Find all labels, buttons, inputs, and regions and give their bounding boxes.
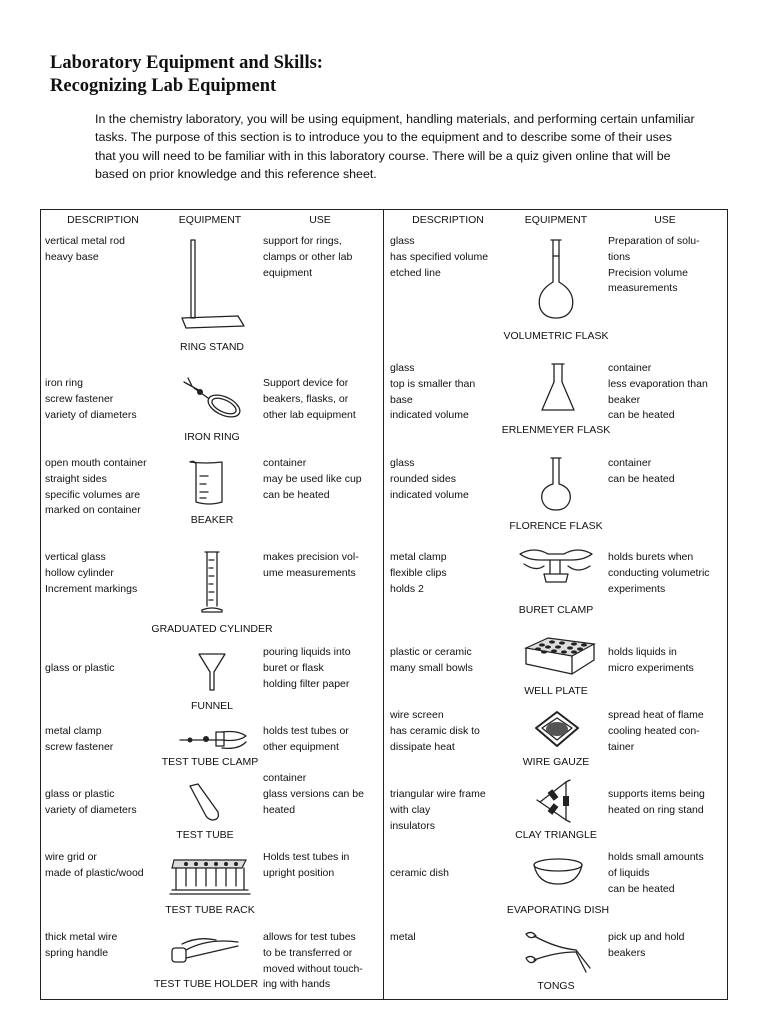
left-row-3-use: container may be used like cup can be heated	[263, 457, 362, 501]
right-row-8-use: holds small amounts of liquids can be heated	[608, 851, 704, 895]
column-divider	[383, 209, 384, 1000]
beaker-icon	[186, 458, 232, 508]
right-row-9-name: TONGS	[537, 980, 575, 992]
left-row-4-description: vertical glass hollow cylinder Increment markings	[45, 551, 138, 595]
right-row-7-description: triangular wire frame with clay insulators	[390, 788, 486, 832]
left-row-4-name: GRADUATED CYLINDER	[151, 623, 273, 635]
volumetric-flask-icon	[534, 236, 578, 322]
left-row-6-use: holds test tubes or other equipment	[263, 725, 349, 753]
header-equipment-left: EQUIPMENT	[178, 214, 242, 226]
right-row-4-name: BURET CLAMP	[518, 604, 594, 616]
right-row-1-name: VOLUMETRIC FLASK	[503, 330, 609, 342]
right-row-3-use: container can be heated	[608, 457, 675, 485]
header-equipment-right: EQUIPMENT	[524, 214, 588, 226]
right-row-2-description: glass top is smaller than base indicated volume	[390, 362, 476, 422]
left-row-3-name: BEAKER	[190, 514, 234, 526]
wire-gauze-icon	[534, 710, 580, 750]
ring-stand-icon	[178, 236, 248, 332]
left-row-1-description: vertical metal rod heavy base	[45, 235, 125, 263]
right-row-5-use: holds liquids in micro experiments	[608, 646, 694, 674]
right-row-8-description: ceramic dish	[390, 867, 449, 879]
clay-triangle-icon	[536, 778, 576, 824]
left-row-6-name: TEST TUBE CLAMP	[161, 756, 259, 768]
test-tube-clamp-icon	[176, 726, 252, 752]
left-row-7-name: TEST TUBE	[176, 829, 234, 841]
left-row-4-use: makes precision vol- ume measurements	[263, 551, 359, 579]
test-tube-icon	[186, 782, 226, 824]
left-row-2-description: iron ring screw fastener variety of diameters	[45, 377, 137, 421]
left-row-9-use: allows for test tubes to be transferred or moved without touch- ing with hands	[263, 931, 363, 991]
left-row-5-name: FUNNEL	[190, 700, 234, 712]
left-row-5-description: glass or plastic	[45, 662, 115, 674]
right-row-2-use: container less evaporation than beaker can be heated	[608, 362, 708, 422]
right-row-1-use: Preparation of solu- tions Precision volume measurements	[608, 235, 700, 295]
left-row-9-description: thick metal wire spring handle	[45, 931, 118, 959]
left-row-8-name: TEST TUBE RACK	[165, 904, 255, 916]
right-row-5-description: plastic or ceramic many small bowls	[390, 646, 473, 674]
left-row-8-description: wire grid or made of plastic/wood	[45, 851, 144, 879]
left-row-8-use: Holds test tubes in upright position	[263, 851, 350, 879]
florence-flask-icon	[536, 454, 576, 514]
right-row-5-name: WELL PLATE	[524, 685, 588, 697]
right-row-9-description: metal	[390, 931, 416, 943]
title-line-1: Laboratory Equipment and Skills:	[50, 53, 323, 73]
header-description-left: DESCRIPTION	[67, 214, 139, 226]
right-row-6-description: wire screen has ceramic disk to dissipate heat	[390, 709, 480, 753]
right-row-4-description: metal clamp flexible clips holds 2	[390, 551, 447, 595]
right-row-7-name: CLAY TRIANGLE	[515, 829, 597, 841]
right-row-9-use: pick up and hold beakers	[608, 931, 685, 959]
right-row-6-use: spread heat of flame cooling heated con- tainer	[608, 709, 704, 753]
graduated-cylinder-icon	[198, 548, 226, 614]
right-row-3-description: glass rounded sides indicated volume	[390, 457, 469, 501]
left-row-7-use: container glass versions can be heated	[263, 772, 364, 816]
buret-clamp-icon	[514, 544, 598, 588]
right-row-2-name: ERLENMEYER FLASK	[501, 424, 611, 436]
right-row-3-name: FLORENCE FLASK	[509, 520, 603, 532]
erlenmeyer-flask-icon	[538, 360, 578, 416]
left-row-7-description: glass or plastic variety of diameters	[45, 788, 137, 816]
left-row-5-use: pouring liquids into buret or flask holding filter paper	[263, 646, 351, 690]
iron-ring-icon	[180, 374, 250, 424]
right-row-4-use: holds burets when conducting volumetric experiments	[608, 551, 710, 595]
left-row-6-description: metal clamp screw fastener	[45, 725, 114, 753]
title-line-2: Recognizing Lab Equipment	[50, 76, 277, 96]
left-row-9-name: TEST TUBE HOLDER	[153, 978, 259, 990]
header-description-right: DESCRIPTION	[412, 214, 484, 226]
page-title	[50, 52, 323, 98]
tongs-icon	[522, 928, 594, 976]
right-row-6-name: WIRE GAUZE	[522, 756, 590, 768]
test-tube-holder-icon	[168, 934, 244, 968]
left-row-1-use: support for rings, clamps or other lab equipment	[263, 235, 353, 279]
right-row-8-name: EVAPORATING DISH	[506, 904, 610, 916]
left-row-1-name: RING STAND	[180, 341, 244, 353]
test-tube-rack-icon	[168, 854, 252, 898]
left-row-3-description: open mouth container straight sides specific volumes are marked on container	[45, 457, 147, 517]
header-use-right: USE	[654, 214, 676, 226]
funnel-icon	[196, 650, 228, 694]
left-row-2-use: Support device for beakers, flasks, or other lab equipment	[263, 377, 356, 421]
intro-paragraph: In the chemistry laboratory, you will be using equipment, handling materials, and performing certain unfamiliar tasks. The purpose of this section is to introduce you to the equipment and to describe some of their uses that you will need to be familiar with in this laboratory course. There will be a quiz given online that will be based on prior knowledge and this reference sheet.	[95, 112, 695, 182]
evaporating-dish-icon	[530, 856, 586, 890]
left-row-2-name: IRON RING	[184, 431, 240, 443]
right-row-1-description: glass has specified volume etched line	[390, 235, 489, 279]
well-plate-icon	[522, 634, 598, 678]
right-row-7-use: supports items being heated on ring stand	[608, 788, 705, 816]
header-use-left: USE	[309, 214, 331, 226]
